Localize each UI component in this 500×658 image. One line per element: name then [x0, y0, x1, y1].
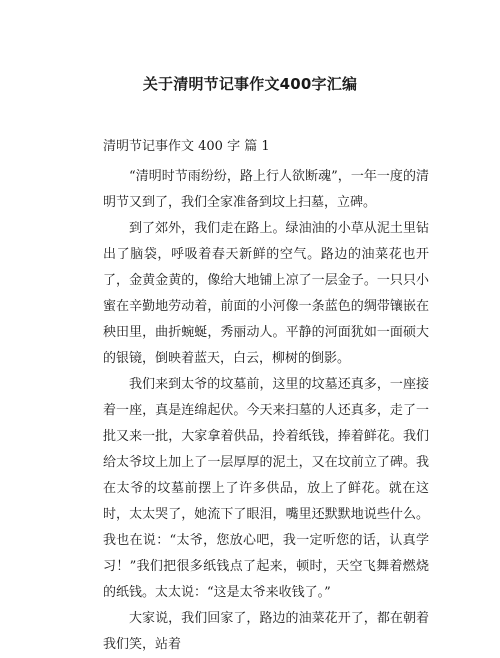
- paragraph: 到了郊外，我们走在路上。绿油油的小草从泥土里钻出了脑袋，呼吸着春天新鲜的空气。路边的油菜花也开了，金黄金黄的，像给大地铺上凉了一层金子。一只只小蜜在辛勤地劳动着，前面的小河像一条蓝色的绸带镶嵌在秧田里，曲折蜿蜒，秀丽动人。平静的河面犹如一面硕大的银镜，倒映着蓝天，白云，柳树的倒影。: [103, 221, 429, 366]
- paragraph: 大家说，我们回家了，路边的油菜花开了，都在朝着我们笑，站着: [103, 611, 429, 652]
- document-body: [103, 164, 429, 658]
- section-heading: 清明节记事作文 400 字 篇 1: [103, 139, 270, 154]
- document-title: 关于清明节记事作文400字汇编: [142, 75, 358, 93]
- paragraph: “清明时节雨纷纷，路上行人欲断魂”，一年一度的清明节又到了，我们全家准备到坟上扫墓，立碑。: [103, 169, 429, 210]
- paragraph: 我们来到太爷的坟墓前，这里的坟墓还真多，一座接着一座，真是连绵起伏。今天来扫墓的人还真多，走了一批又来一批，大家拿着供品，拎着纸钱，捧着鲜花。我们给太爷坟上加上了一层厚厚的泥土，又在坟前立了碑。我在太爷的坟墓前摆上了许多供品，放上了鲜花。就在这时，太太哭了，她流下了眼泪，嘴里还默默地说些什么。我也在说：“太爷，您放心吧，我一定听您的话，认真学习！”我们把很多纸钱点了起来，顿时，天空飞舞着燃烧的纸钱。太太说：“这是太爷来收钱了。”: [103, 377, 429, 600]
